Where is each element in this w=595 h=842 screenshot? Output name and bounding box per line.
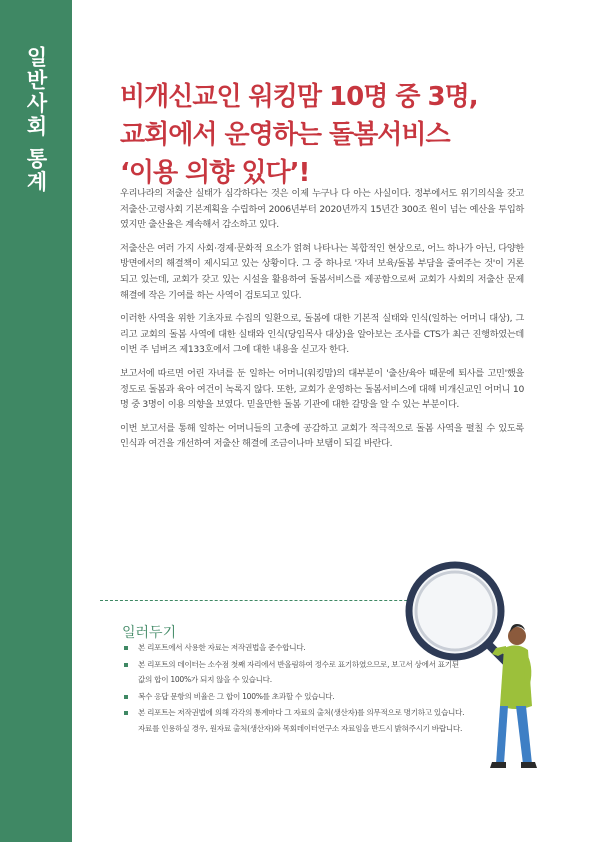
title-line-2: 교회에서 운영하는 돌봄서비스 [120, 120, 450, 150]
page-title [120, 78, 560, 192]
paragraph: 저출산은 여러 가지 사회·경제·문화적 요소가 얽혀 나타나는 복합적인 현상으로, 어느 하나가 아닌, 다양한 방면에서의 해결책이 제시되고 있는 상황이다. 그 중 하나로 '자녀 보육/돌봄 부담을 줄여주는 것'이 거론되고 있는데, 교회가 갖고 있는 시설을 활용하여 돌봄서비스를 제공함으로써 교회가 사회의 저출산 문제 해결에 작은 기여를 하는 사역이 검토되고 있다. [120, 242, 524, 301]
paragraph: 보고서에 따르면 어린 자녀를 둔 일하는 어머니(워킹맘)의 대부분이 '출산/육아 때문에 퇴사를 고민'했을 정도로 돌봄과 육아 여건이 녹록지 않다. 또한, 교회가 운영하는 돌봄서비스에 대해 비개신교인 어머니 10명 중 3명이 이용 의향을 보였다. 믿을만한 돌봄 기관에 대한 갈망을 알 수 있는 부분이다. [120, 367, 524, 411]
note-item: 본 리포트에서 사용한 자료는 저작권법을 준수합니다. [120, 640, 465, 656]
title-line-3: ‘이용 의향 있다’! [120, 158, 310, 188]
note-item: 본 리포트의 데이터는 소수점 첫째 자리에서 반올림하여 정수로 표기하였으므로, 보고서 상에서 표기된 값의 합이 100%가 되지 않을 수 있습니다. [120, 657, 465, 688]
paragraph: 이번 보고서를 통해 일하는 어머니들의 고충에 공감하고 교회가 적극적으로 돌봄 사역을 펼칠 수 있도록 인식과 여건을 개선하여 저출산 해결에 조금이나마 보탬이 되길 바란다. [120, 422, 524, 450]
note-item: 복수 응답 문항의 비율은 그 합이 100%를 초과할 수 있습니다. [120, 689, 465, 705]
person-figure [490, 624, 537, 768]
notes-title: 일러두기 [122, 625, 177, 641]
side-band [0, 0, 72, 842]
paragraph: 우리나라의 저출산 실태가 심각하다는 것은 이제 누구나 다 아는 사실이다. 정부에서도 위기의식을 갖고 저출산·고령사회 기본계획을 수립하여 2006년부터 2020년까지 15년간 300조 원이 넘는 예산을 투입하였지만 출산율은 계속해서 감소하고 있다. [120, 188, 524, 231]
magnifier-person-illustration [400, 556, 550, 816]
note-item: 본 리포트는 저작권법에 의해 각각의 통계마다 그 자료의 출처(생산자)를 의무적으로 명기하고 있습니다. 자료를 인용하실 경우, 원자료 출처(생산자)와 목회데이터연구소 자료임을 반드시 밝혀주시기 바랍니다. [120, 705, 465, 736]
body-text [120, 186, 524, 460]
title-line-1: 비개신교인 워킹맘 10명 중 3명, [120, 82, 478, 112]
magnifying-glass-icon [409, 565, 506, 662]
section-label: 일반사회 통계 [24, 46, 48, 194]
paragraph: 이러한 사역을 위한 기초자료 수집의 일환으로, 돌봄에 대한 기본적 실태와 인식(일하는 어머니 대상), 그리고 교회의 돌봄 사역에 대한 실태와 인식(당임목사 대상)을 알아보는 조사를 CTS가 최근 진행하였는데 이번 주 넘버즈 제133호에서 그에 대한 내용을 싣고자 한다. [120, 313, 524, 356]
